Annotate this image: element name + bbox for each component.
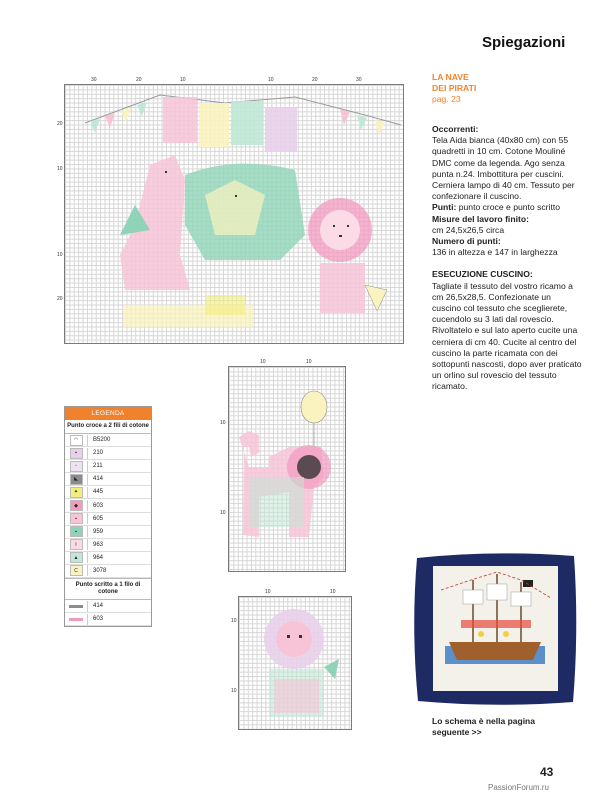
legend-row	[65, 434, 151, 447]
legend-symbol: I	[70, 539, 83, 550]
legend-code: 211	[93, 463, 103, 470]
main-left-tick-2: 10	[57, 166, 63, 172]
legend-back-list	[65, 600, 151, 626]
points-label: Punti:	[432, 202, 457, 213]
legend-code: 603	[93, 502, 104, 509]
legend-symbol: ◣	[70, 474, 83, 485]
main-left-tick-3: 10	[57, 252, 63, 258]
small-left-tick-2: 10	[231, 688, 237, 694]
legend-line	[69, 618, 83, 621]
legend-back-heading: Punto scritto a 1 filo di cotone	[65, 578, 151, 600]
execution-text: Tagliate il tessuto del vostro ricamo a cm 26,5x28,5. Confezionate un cuscino col tessuto che sceglierete, cucendolo su 3 lati dal rovescio. Rivoltatelo e sul lato aperto cucite una cerniera di cm 40. Cucite al centro del cuscino la parte ricamata con dei sottopunti nascosti, dopo aver praticato un orlino sul rovescio del tessuto ricamato.	[432, 280, 582, 392]
legend-swatch	[65, 552, 88, 563]
article-title-line-2: DEI PIRATI	[432, 83, 477, 94]
legend-symbol: ▲	[70, 552, 83, 563]
legend-row	[65, 552, 151, 565]
legend-row	[65, 473, 151, 486]
legend-swatch	[65, 513, 88, 524]
legend-title: LEGENDA	[65, 407, 151, 420]
legend-row	[65, 460, 151, 473]
legend-symbol: ▪	[70, 448, 83, 459]
legend-code: 445	[93, 489, 104, 496]
size-heading: Misure del lavoro finito:	[432, 213, 529, 224]
article-title-line-1: LA NAVE	[432, 72, 469, 82]
legend-swatch	[65, 487, 88, 498]
section-title: Spiegazioni	[482, 34, 566, 51]
legend-row	[65, 565, 151, 578]
size-text: cm 24,5x26,5 circa	[432, 224, 505, 235]
main-left-tick-1: 20	[57, 121, 63, 127]
count-heading: Numero di punti:	[432, 236, 501, 247]
lion-cross-stitch-chart	[228, 366, 346, 572]
legend-swatch	[65, 448, 88, 459]
legend-code: 3078	[93, 567, 107, 574]
lion-chart-motif	[229, 367, 345, 571]
main-top-tick-3: 10	[180, 77, 186, 83]
legend-row	[65, 486, 151, 499]
legend-symbol: ◠	[70, 435, 83, 446]
materials-text: Tela Aida bianca (40x80 cm) con 55 quadretti in 10 cm. Cotone Mouliné DMC come da legenda. Ago senza punta n.24. Imbottitura per cuscini. Cerniera lampo di 40 cm. Tessuto per confezionare il cuscino.	[432, 135, 575, 202]
legend-code: 959	[93, 528, 104, 535]
legend-line	[69, 605, 83, 608]
legend-code: 210	[93, 450, 104, 457]
legend-code: 414	[93, 476, 104, 483]
legend-symbol: ▫	[70, 461, 83, 472]
small-lion-cross-stitch-chart	[238, 596, 352, 730]
legend-cross-list	[65, 434, 151, 578]
watermark: PassionForum.ru	[488, 783, 549, 792]
legend-row	[65, 539, 151, 552]
legend-code: 414	[93, 603, 104, 610]
legend-symbol: ▪	[70, 513, 83, 524]
legend-row	[65, 499, 151, 512]
legend-code: 964	[93, 554, 104, 561]
count-text: 136 in altezza e 147 in larghezza	[432, 247, 558, 258]
lion-left-tick-2: 10	[220, 510, 226, 516]
legend-code: 963	[93, 541, 104, 548]
legend-symbol: ◆	[70, 500, 83, 511]
pillow-photo-image	[411, 550, 580, 708]
small-left-tick-1: 10	[231, 618, 237, 624]
legend-row	[65, 513, 151, 526]
legend-code: B5200	[93, 437, 111, 444]
execution-heading: ESECUZIONE CUSCINO:	[432, 269, 533, 280]
legend-line-swatch	[65, 614, 88, 625]
points-text: punto croce e punto scritto	[456, 202, 561, 213]
legend-code: 603	[93, 616, 104, 623]
main-cross-stitch-chart	[64, 84, 404, 344]
small-top-tick-1: 10	[265, 589, 271, 595]
main-top-tick-4: 10	[268, 77, 274, 83]
legend-row	[65, 600, 151, 613]
legend-symbol: C	[70, 565, 83, 576]
legend-swatch	[65, 526, 88, 537]
legend-swatch	[65, 461, 88, 472]
legend-box	[64, 406, 152, 627]
main-top-tick-5: 20	[312, 77, 318, 83]
lion-top-tick-1: 10	[260, 359, 266, 365]
main-left-tick-4: 20	[57, 296, 63, 302]
small-top-tick-2: 10	[330, 589, 336, 595]
legend-row	[65, 613, 151, 626]
legend-swatch	[65, 539, 88, 550]
lion-top-tick-2: 10	[306, 359, 312, 365]
small-lion-chart-motif	[239, 597, 351, 729]
page-number: 43	[540, 765, 554, 779]
photo-caption: Lo schema è nella pagina seguente >>	[432, 716, 535, 737]
legend-swatch	[65, 565, 88, 576]
legend-cross-heading: Punto croce a 2 fili di cotone	[65, 420, 151, 434]
legend-swatch	[65, 500, 88, 511]
main-top-tick-1: 30	[91, 77, 97, 83]
main-chart-motif	[65, 85, 403, 343]
pillow-photo	[411, 550, 580, 708]
legend-swatch	[65, 474, 88, 485]
main-top-tick-2: 20	[136, 77, 142, 83]
legend-symbol: ✦	[70, 487, 83, 498]
legend-swatch	[65, 435, 88, 446]
main-top-tick-6: 30	[356, 77, 362, 83]
legend-symbol: ▪	[70, 526, 83, 537]
article-title-block	[432, 72, 582, 106]
article-body	[432, 124, 582, 393]
legend-code: 605	[93, 515, 104, 522]
legend-line-swatch	[65, 601, 88, 612]
materials-heading: Occorrenti:	[432, 124, 479, 134]
lion-left-tick-1: 10	[220, 420, 226, 426]
legend-row	[65, 447, 151, 460]
legend-row	[65, 526, 151, 539]
article-page-ref: pag. 23	[432, 94, 461, 105]
